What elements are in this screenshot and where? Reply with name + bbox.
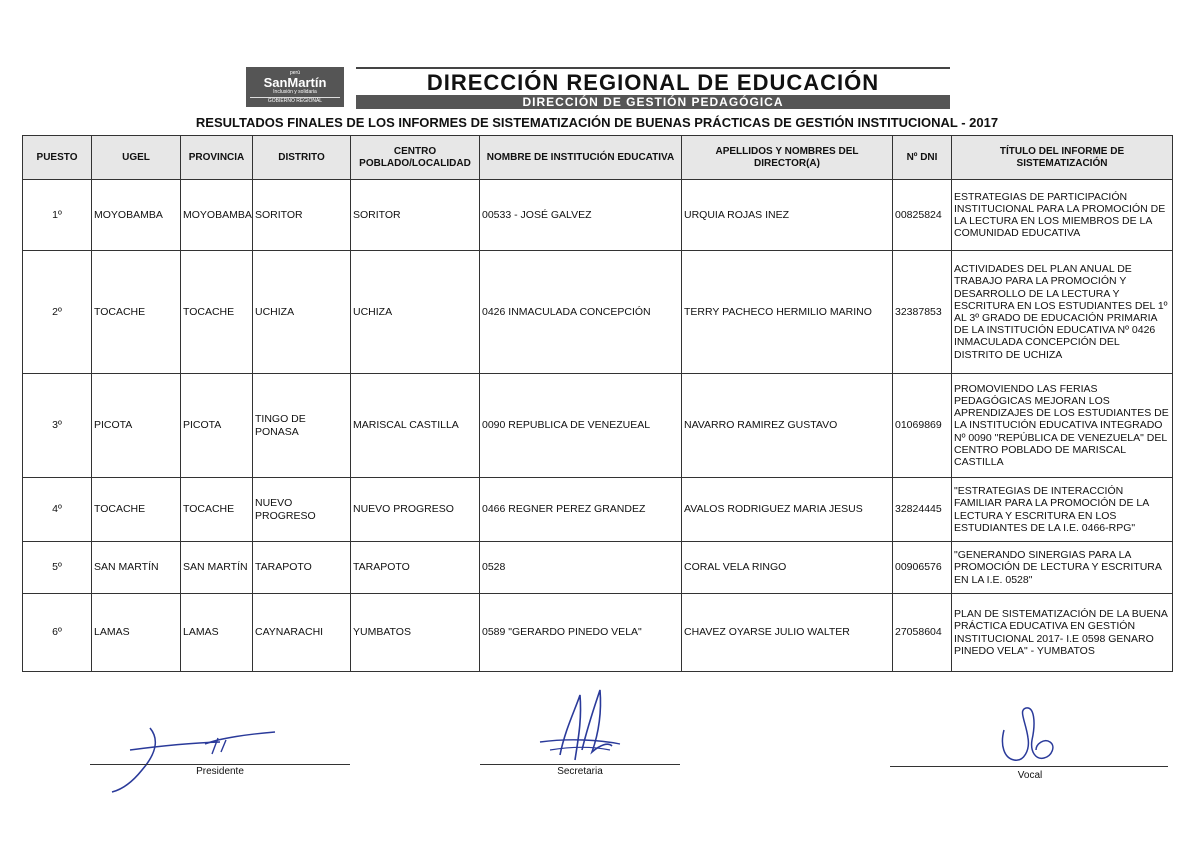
cell-titulo: PLAN DE SISTEMATIZACIÓN DE LA BUENA PRÁCTICA EDUCATIVA EN GESTIÓN INSTITUCIONAL 2017- I.E 0598 GENARO PINEDO VELA" - YUMBATOS [952,594,1173,672]
cell-dni: 00825824 [893,180,952,251]
san-martin-logo [246,67,344,107]
cell-provincia: MOYOBAMBA [181,180,253,251]
cell-distrito: SORITOR [253,180,351,251]
cell-director: NAVARRO RAMIREZ GUSTAVO [682,374,893,478]
logo-slogan-text: Inclusión y solidaria [273,89,317,95]
header-distrito: DISTRITO [253,136,351,180]
president-label: Presidente [196,766,244,777]
cell-provincia: SAN MARTÍN [181,542,253,594]
header-centro-poblado: CENTRO POBLADO/LOCALIDAD [351,136,480,180]
cell-director: CHAVEZ OYARSE JULIO WALTER [682,594,893,672]
cell-centro-poblado: UCHIZA [351,251,480,374]
cell-titulo: ESTRATEGIAS DE PARTICIPACIÓN INSTITUCIONAL PARA LA PROMOCIÓN DE LA LECTURA EN LOS MIEMBROS DE LA COMUNIDAD EDUCATIVA [952,180,1173,251]
header-provincia: PROVINCIA [181,136,253,180]
cell-ugel: TOCACHE [92,251,181,374]
header-dni: Nº DNI [893,136,952,180]
vocal-signature-line [890,766,1168,767]
secretary-label: Secretaria [557,766,603,777]
cell-dni: 32824445 [893,478,952,542]
table-row [23,180,1173,251]
logo-government-text: GOBIERNO REGIONAL [250,97,340,104]
cell-centro-poblado: YUMBATOS [351,594,480,672]
cell-institucion: 0426 INMACULADA CONCEPCIÓN [480,251,682,374]
cell-distrito: NUEVO PROGRESO [253,478,351,542]
table-row [23,542,1173,594]
table-row [23,594,1173,672]
logo-country-text: perú [289,70,300,76]
cell-puesto: 1º [23,180,92,251]
cell-provincia: PICOTA [181,374,253,478]
cell-ugel: MOYOBAMBA [92,180,181,251]
cell-provincia: TOCACHE [181,251,253,374]
cell-provincia: LAMAS [181,594,253,672]
table-header-row [23,136,1173,180]
cell-ugel: TOCACHE [92,478,181,542]
cell-centro-poblado: MARISCAL CASTILLA [351,374,480,478]
cell-puesto: 2º [23,251,92,374]
cell-institucion: 0589 "GERARDO PINEDO VELA" [480,594,682,672]
president-signature-line [90,764,350,765]
cell-titulo: "GENERANDO SINERGIAS PARA LA PROMOCIÓN DE LECTURA Y ESCRITURA EN LA I.E. 0528" [952,542,1173,594]
cell-puesto: 3º [23,374,92,478]
vocal-signature [990,700,1070,775]
cell-institucion: 0090 REPUBLICA DE VENEZUEAL [480,374,682,478]
cell-dni: 32387853 [893,251,952,374]
cell-distrito: TARAPOTO [253,542,351,594]
cell-ugel: PICOTA [92,374,181,478]
cell-institucion: 0528 [480,542,682,594]
header-top-rule [356,67,950,69]
table-row [23,251,1173,374]
header-puesto: PUESTO [23,136,92,180]
cell-ugel: SAN MARTÍN [92,542,181,594]
cell-director: AVALOS RODRIGUEZ MARIA JESUS [682,478,893,542]
header-titulo: TÍTULO DEL INFORME DE SISTEMATIZACIÓN [952,136,1173,180]
results-table [22,135,1173,672]
table-row [23,374,1173,478]
cell-titulo: PROMOVIENDO LAS FERIAS PEDAGÓGICAS MEJORAN LOS APRENDIZAJES DE LOS ESTUDIANTES DE LA INSTITUCIÓN EDUCATIVA INTEGRADO Nº 0090 "REPÚBLICA DE VENEZUELA" DEL CENTRO POBLADO DE MARISCAL CASTILLA [952,374,1173,478]
secretary-signature [520,680,640,780]
president-signature [100,710,300,800]
table-row [23,478,1173,542]
cell-titulo: ACTIVIDADES DEL PLAN ANUAL DE TRABAJO PARA LA PROMOCIÓN Y DESARROLLO DE LA LECTURA Y ESCRITURA EN LOS ESTUDIANTES DEL 1º AL 3º GRADO DE EDUCACIÓN PRIMARIA DE LA INSTITUCIÓN EDUCATIVA Nº 0426 INMACULADA CONCEPCIÓN DEL DISTRITO DE UCHIZA [952,251,1173,374]
header-subtitle: DIRECCIÓN DE GESTIÓN PEDAGÓGICA [356,95,950,109]
logo-brand-text: SanMartín [263,75,327,90]
header-director: APELLIDOS Y NOMBRES DEL DIRECTOR(A) [682,136,893,180]
cell-institucion: 0466 REGNER PEREZ GRANDEZ [480,478,682,542]
cell-director: CORAL VELA RINGO [682,542,893,594]
cell-puesto: 4º [23,478,92,542]
document-title: RESULTADOS FINALES DE LOS INFORMES DE SISTEMATIZACIÓN DE BUENAS PRÁCTICAS DE GESTIÓN INSTITUCIONAL - 2017 [195,115,999,130]
secretary-signature-line [480,764,680,765]
cell-provincia: TOCACHE [181,478,253,542]
cell-institucion: 00533 - JOSÉ GALVEZ [480,180,682,251]
header-institucion: NOMBRE DE INSTITUCIÓN EDUCATIVA [480,136,682,180]
header-ugel: UGEL [92,136,181,180]
cell-puesto: 6º [23,594,92,672]
cell-centro-poblado: SORITOR [351,180,480,251]
cell-centro-poblado: TARAPOTO [351,542,480,594]
cell-titulo: "ESTRATEGIAS DE INTERACCIÓN FAMILIAR PARA LA PROMOCIÓN DE LA LECTURA Y ESCRITURA EN LOS ESTUDIANTES DE LA I.E. 0466-RPG" [952,478,1173,542]
vocal-label: Vocal [1017,770,1043,781]
cell-director: TERRY PACHECO HERMILIO MARINO [682,251,893,374]
cell-distrito: TINGO DE PONASA [253,374,351,478]
cell-director: URQUIA ROJAS INEZ [682,180,893,251]
header-title: DIRECCIÓN REGIONAL DE EDUCACIÓN [426,70,880,95]
cell-centro-poblado: NUEVO PROGRESO [351,478,480,542]
cell-distrito: UCHIZA [253,251,351,374]
cell-ugel: LAMAS [92,594,181,672]
cell-dni: 00906576 [893,542,952,594]
cell-dni: 01069869 [893,374,952,478]
cell-distrito: CAYNARACHI [253,594,351,672]
cell-dni: 27058604 [893,594,952,672]
cell-puesto: 5º [23,542,92,594]
